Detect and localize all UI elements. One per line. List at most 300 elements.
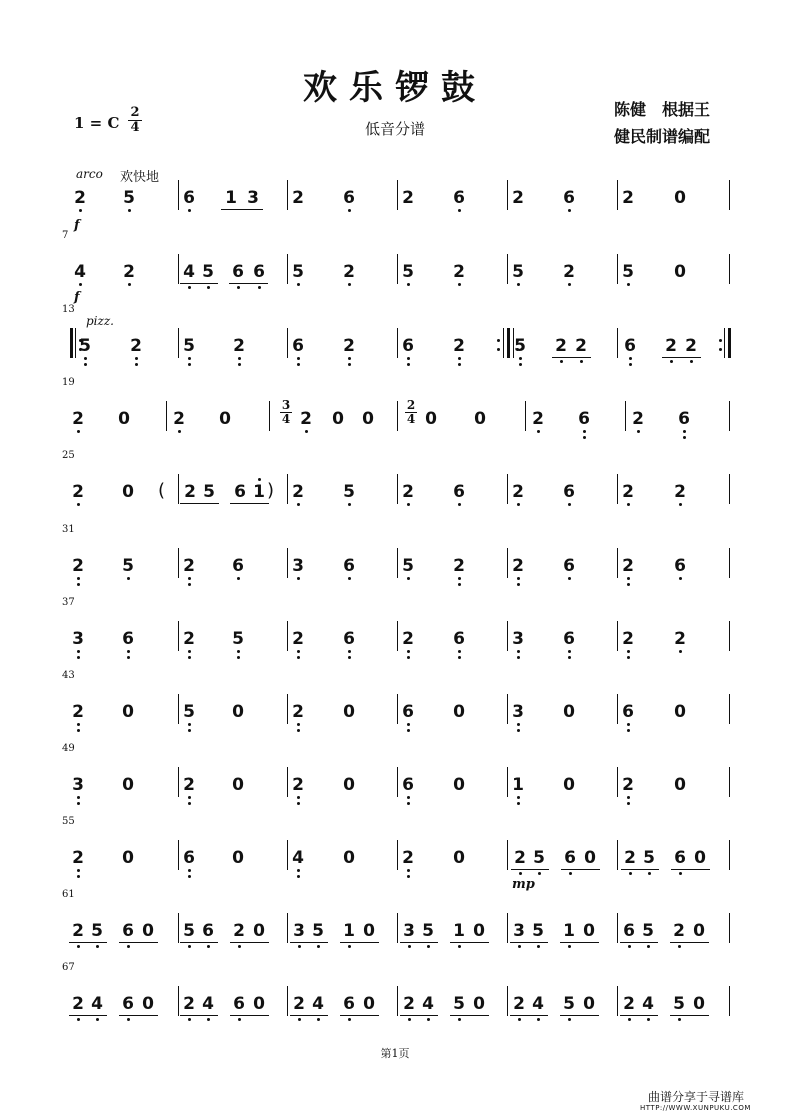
barline [178, 767, 179, 797]
octave-dot [648, 872, 651, 875]
note: 5 [532, 921, 544, 941]
barline [178, 840, 179, 870]
note: 6 [624, 336, 636, 356]
watermark-url: HTTP://WWW.XUNPUKU.COM [640, 1104, 751, 1112]
octave-dot [629, 872, 632, 875]
octave-dot [628, 1018, 631, 1021]
arranger-credit [614, 96, 710, 150]
note: 4 [422, 994, 434, 1014]
beat-underline [671, 869, 710, 870]
note: 2 [292, 482, 304, 502]
octave-dot [408, 945, 411, 948]
barline [397, 621, 398, 651]
octave-dot [427, 945, 430, 948]
octave-dot [647, 945, 650, 948]
note: 5 [642, 921, 654, 941]
beat-underline [620, 942, 658, 943]
octave-dot [407, 503, 410, 506]
note: 2 [74, 188, 86, 208]
octave-dot [458, 1018, 461, 1021]
barline [625, 401, 626, 431]
octave-dot [407, 650, 410, 653]
barline [397, 474, 398, 504]
barline [178, 254, 179, 284]
note: 2 [512, 556, 524, 576]
note: 2 [453, 336, 465, 356]
beat-underline [230, 942, 269, 943]
octave-dot [297, 875, 300, 878]
barline [507, 986, 508, 1016]
note: 6 [183, 848, 195, 868]
note: 0 [232, 775, 244, 795]
note: 6 [453, 629, 465, 649]
octave-dot [188, 209, 191, 212]
note: 0 [122, 848, 134, 868]
octave-dot [408, 1018, 411, 1021]
octave-dot [537, 945, 540, 948]
beat-underline [560, 1015, 599, 1016]
note: 2 [72, 556, 84, 576]
note: 0 [343, 775, 355, 795]
note: 5 [673, 994, 685, 1014]
octave-dot [583, 430, 586, 433]
octave-dot [627, 577, 630, 580]
octave-dot [519, 357, 522, 360]
octave-dot [627, 283, 630, 286]
octave-dot [348, 503, 351, 506]
octave-dot [517, 577, 520, 580]
note: 6 [678, 409, 690, 429]
note: 2 [343, 262, 355, 282]
octave-dot [629, 363, 632, 366]
barline [287, 913, 288, 943]
barline [397, 180, 398, 210]
barline [729, 548, 730, 578]
octave-dot [128, 283, 131, 286]
repeat-dot [719, 339, 722, 342]
note: 2 [72, 482, 84, 502]
octave-dot [305, 430, 308, 433]
note: 6 [402, 702, 414, 722]
note: 5 [312, 921, 324, 941]
octave-dot [407, 656, 410, 659]
octave-dot [427, 1018, 430, 1021]
note: 2 [632, 409, 644, 429]
beat-underline [119, 942, 158, 943]
note: 2 [674, 482, 686, 502]
note: 3 [513, 921, 525, 941]
barline [617, 328, 618, 358]
note: 6 [563, 629, 575, 649]
octave-dot [77, 802, 80, 805]
octave-dot [237, 650, 240, 653]
time-signature-top: 2 [130, 105, 140, 120]
score-system [0, 816, 790, 892]
note: 2 [183, 629, 195, 649]
barline [617, 474, 618, 504]
octave-dot [517, 723, 520, 726]
repeat-dot [719, 348, 722, 351]
note: 3 [247, 188, 259, 208]
beat-underline [552, 357, 591, 358]
barline [617, 621, 618, 651]
barline [507, 548, 508, 578]
octave-dot [517, 583, 520, 586]
octave-dot [637, 430, 640, 433]
barline [507, 180, 508, 210]
note: 0 [693, 921, 705, 941]
note: 2 [173, 409, 185, 429]
beat-underline [290, 942, 328, 943]
octave-dot [518, 945, 521, 948]
credit-line-2: 健民制谱编配 [614, 127, 711, 146]
octave-dot [348, 283, 351, 286]
repeat-mid-thick [507, 328, 510, 358]
note: 6 [292, 336, 304, 356]
barline [617, 180, 618, 210]
measure-number: 31 [62, 524, 75, 535]
octave-dot [127, 577, 130, 580]
note: 0 [332, 409, 344, 429]
note: 2 [72, 409, 84, 429]
time-change [405, 399, 417, 426]
octave-dot [297, 503, 300, 506]
octave-dot [258, 286, 261, 289]
note: 5 [402, 556, 414, 576]
octave-dot [96, 945, 99, 948]
beat-underline [230, 1015, 269, 1016]
octave-dot [458, 583, 461, 586]
octave-dot [458, 945, 461, 948]
barline [178, 913, 179, 943]
note: 0 [122, 482, 134, 502]
measure-number: 37 [62, 597, 75, 608]
octave-dot [407, 729, 410, 732]
octave-dot [188, 875, 191, 878]
octave-dot [407, 363, 410, 366]
note: 2 [343, 336, 355, 356]
octave-dot [568, 945, 571, 948]
octave-dot [348, 650, 351, 653]
note: 6 [453, 482, 465, 502]
measure-number: 55 [62, 816, 75, 827]
octave-dot [77, 723, 80, 726]
beat-underline [180, 942, 218, 943]
barline [178, 548, 179, 578]
barline [617, 254, 618, 284]
barline [178, 694, 179, 724]
octave-dot [679, 650, 682, 653]
note: 1 [225, 188, 237, 208]
note: 5 [643, 848, 655, 868]
barline [729, 986, 730, 1016]
octave-dot [627, 503, 630, 506]
octave-dot [135, 363, 138, 366]
octave-dot [568, 656, 571, 659]
note: 0 [363, 921, 375, 941]
octave-dot [679, 872, 682, 875]
beat-underline [180, 283, 218, 284]
repeat-dot [497, 339, 500, 342]
note: 5 [122, 556, 134, 576]
note: 5 [202, 262, 214, 282]
playing-technique: pizz. [86, 314, 114, 328]
note: 2 [72, 848, 84, 868]
beat-underline [400, 942, 438, 943]
note: 0 [122, 702, 134, 722]
beat-underline [560, 942, 599, 943]
note: 0 [219, 409, 231, 429]
note: 6 [453, 188, 465, 208]
barline [729, 767, 730, 797]
barline [617, 694, 618, 724]
barline [178, 986, 179, 1016]
octave-dot [519, 872, 522, 875]
note: 0 [473, 921, 485, 941]
octave-dot [297, 283, 300, 286]
measure-number: 25 [62, 450, 75, 461]
note: 5 [343, 482, 355, 502]
note: 6 [234, 482, 246, 502]
octave-dot [207, 945, 210, 948]
time-change-top: 3 [281, 398, 291, 412]
note: 2 [512, 482, 524, 502]
octave-dot [568, 577, 571, 580]
octave-dot [127, 1018, 130, 1021]
note: 4 [202, 994, 214, 1014]
note: 6 [343, 556, 355, 576]
note: 1 [343, 921, 355, 941]
beat-underline [511, 869, 549, 870]
octave-dot [517, 503, 520, 506]
octave-dot [135, 357, 138, 360]
octave-dot [77, 583, 80, 586]
octave-dot [458, 363, 461, 366]
octave-dot [297, 802, 300, 805]
barline [617, 767, 618, 797]
score-system [0, 672, 790, 732]
barline [729, 621, 730, 651]
beat-underline [221, 209, 263, 210]
barline [525, 401, 526, 431]
octave-dot [297, 650, 300, 653]
barline [397, 767, 398, 797]
octave-dot [627, 723, 630, 726]
barline [178, 474, 179, 504]
octave-dot [568, 1018, 571, 1021]
score-system [0, 306, 790, 366]
octave-dot [238, 945, 241, 948]
note: 0 [122, 775, 134, 795]
note: 5 [183, 336, 195, 356]
octave-dot [188, 656, 191, 659]
octave-dot [678, 945, 681, 948]
note: 6 [563, 556, 575, 576]
note: 2 [183, 994, 195, 1014]
barline [397, 694, 398, 724]
barline [507, 694, 508, 724]
note: 1 [563, 921, 575, 941]
octave-dot [627, 650, 630, 653]
beat-underline [290, 1015, 328, 1016]
octave-dot [627, 583, 630, 586]
barline [287, 986, 288, 1016]
repeat-end-thin [724, 328, 725, 358]
note: 0 [583, 921, 595, 941]
octave-dot [188, 796, 191, 799]
note: 6 [183, 188, 195, 208]
score-title: 欢乐锣鼓 [303, 68, 487, 108]
note: 4 [74, 262, 86, 282]
octave-dot [517, 656, 520, 659]
note: 2 [624, 848, 636, 868]
beat-underline [119, 1015, 158, 1016]
beat-underline [400, 1015, 438, 1016]
octave-dot [348, 357, 351, 360]
octave-dot [538, 872, 541, 875]
note: 3 [293, 921, 305, 941]
barline [166, 401, 167, 431]
beat-underline [69, 1015, 107, 1016]
repeat-dot [497, 348, 500, 351]
barline [287, 180, 288, 210]
octave-dot [188, 583, 191, 586]
note: 6 [232, 556, 244, 576]
note: 5 [203, 482, 215, 502]
note: 2 [403, 994, 415, 1014]
repeat-end-thick [728, 328, 731, 358]
octave-dot [77, 650, 80, 653]
note: 0 [674, 775, 686, 795]
octave-dot [683, 430, 686, 433]
barline [287, 767, 288, 797]
note: 2 [622, 482, 634, 502]
note: 6 [578, 409, 590, 429]
note: 2 [622, 556, 634, 576]
measure-number: 13 [62, 304, 75, 315]
note: 5 [422, 921, 434, 941]
note: 2 [514, 848, 526, 868]
score-system [0, 379, 790, 439]
note: 1 [453, 921, 465, 941]
octave-dot [678, 1018, 681, 1021]
octave-dot [683, 436, 686, 439]
score-system [0, 891, 790, 951]
octave-dot [207, 286, 210, 289]
note: 6 [343, 629, 355, 649]
measure-number: 61 [62, 889, 75, 900]
note: 4 [91, 994, 103, 1014]
barline [269, 401, 270, 431]
note: 2 [72, 921, 84, 941]
octave-dot [238, 363, 241, 366]
note: 6 [563, 188, 575, 208]
octave-dot [77, 577, 80, 580]
note: 3 [72, 775, 84, 795]
score-system [0, 599, 790, 659]
beat-underline [670, 1015, 709, 1016]
octave-dot [298, 945, 301, 948]
beat-underline [510, 942, 548, 943]
note: 2 [674, 629, 686, 649]
note: 0 [674, 702, 686, 722]
note: 2 [183, 556, 195, 576]
note: 0 [362, 409, 374, 429]
page-number: 第1页 [380, 1047, 410, 1060]
barline [178, 180, 179, 210]
note: 0 [425, 409, 437, 429]
octave-dot [517, 650, 520, 653]
note: 5 [123, 188, 135, 208]
note: 6 [402, 336, 414, 356]
note: 5 [512, 262, 524, 282]
key-signature: 1 = C [74, 114, 120, 132]
barline [729, 180, 730, 210]
octave-dot [77, 729, 80, 732]
note: 6 [674, 556, 686, 576]
barline [397, 986, 398, 1016]
note: 2 [402, 482, 414, 502]
note: 4 [183, 262, 195, 282]
note: 2 [233, 336, 245, 356]
barline [287, 474, 288, 504]
note: 4 [532, 994, 544, 1014]
note: 2 [183, 775, 195, 795]
note: 2 [555, 336, 567, 356]
note: 3 [512, 629, 524, 649]
octave-dot [407, 796, 410, 799]
note: 2 [300, 409, 312, 429]
note: 5 [232, 629, 244, 649]
octave-dot [407, 577, 410, 580]
octave-dot [679, 577, 682, 580]
note: 0 [473, 994, 485, 1014]
octave-dot [407, 802, 410, 805]
octave-dot [237, 286, 240, 289]
octave-dot [458, 357, 461, 360]
note: 0 [694, 848, 706, 868]
octave-dot [348, 209, 351, 212]
beat-underline [561, 869, 600, 870]
note: 2 [292, 188, 304, 208]
octave-dot [297, 363, 300, 366]
octave-dot [297, 723, 300, 726]
note: 6 [122, 994, 134, 1014]
repeat-start-thick [70, 328, 73, 358]
note: 2 [532, 409, 544, 429]
octave-dot [317, 945, 320, 948]
octave-dot [583, 436, 586, 439]
beat-underline [340, 1015, 379, 1016]
barline [178, 328, 179, 358]
score-system [0, 526, 790, 586]
note: 6 [122, 921, 134, 941]
octave-dot [580, 360, 583, 363]
note: 2 [402, 848, 414, 868]
octave-dot [188, 577, 191, 580]
note: 6 [622, 702, 634, 722]
measure-number: 67 [62, 962, 75, 973]
note: 0 [453, 702, 465, 722]
octave-dot [569, 872, 572, 875]
measure-number: 49 [62, 743, 75, 754]
note: 2 [292, 775, 304, 795]
note: 0 [363, 994, 375, 1014]
octave-dot [407, 875, 410, 878]
octave-dot [298, 1018, 301, 1021]
octave-dot [519, 363, 522, 366]
barline [397, 254, 398, 284]
